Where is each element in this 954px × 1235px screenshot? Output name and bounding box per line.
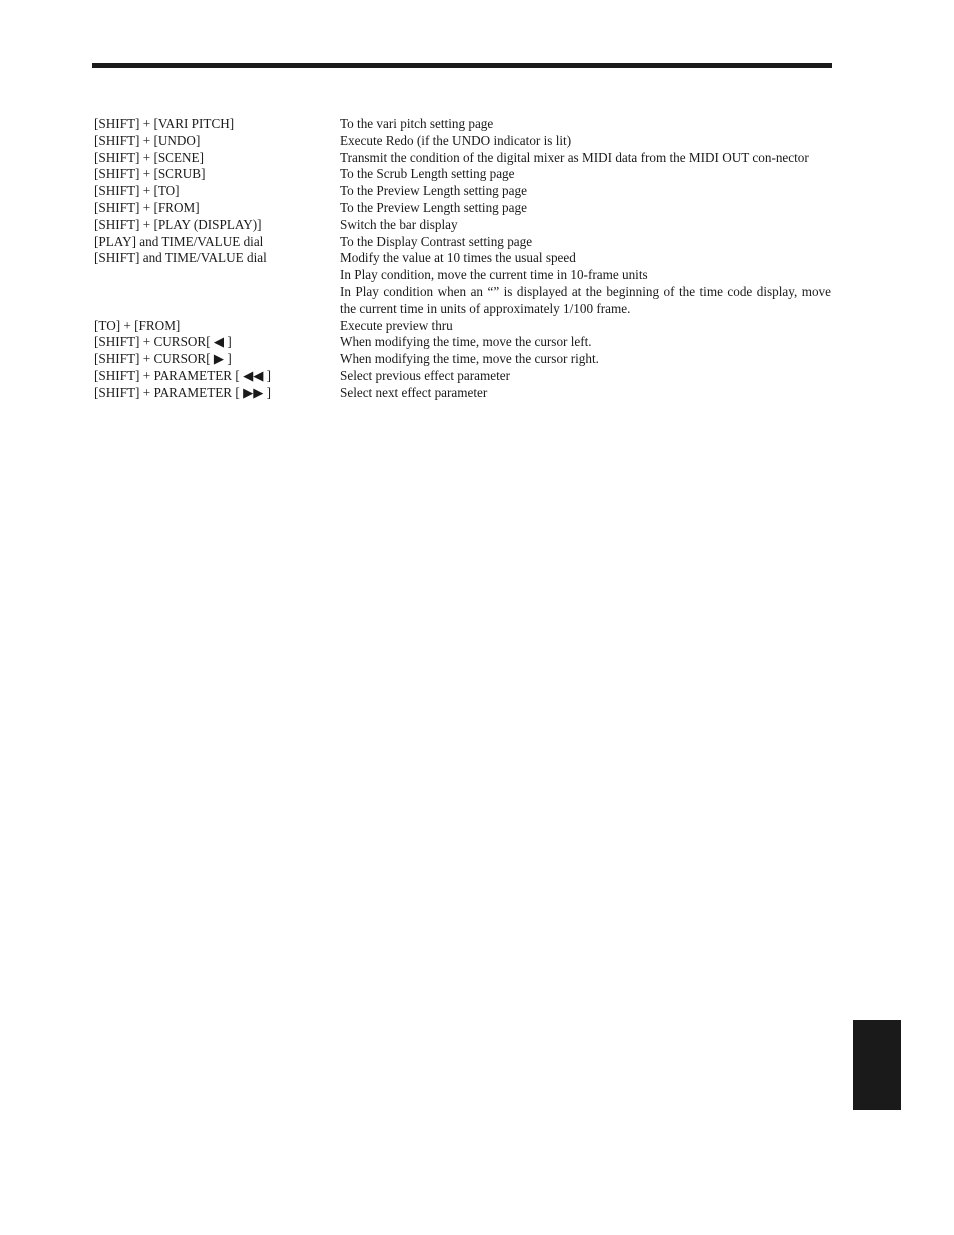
shortcut-description	[340, 133, 831, 150]
section-tab	[853, 1020, 901, 1110]
description-line: Modify the value at 10 times the usual speed	[340, 250, 576, 266]
description-line: To the Preview Length setting page	[340, 183, 527, 199]
table-row	[94, 234, 831, 251]
table-row	[94, 368, 831, 385]
shortcut-key: [SHIFT] + [SCENE]	[94, 149, 205, 165]
table-row	[94, 183, 831, 200]
table-row	[94, 318, 831, 335]
shortcut-description	[340, 183, 831, 200]
table-row	[94, 166, 831, 183]
description-line: Switch the bar display	[340, 216, 458, 232]
shortcut-key: [SHIFT] + PARAMETER [ ◀◀ ]	[94, 367, 272, 383]
description-line: Select next effect parameter	[340, 384, 488, 400]
shortcut-description	[340, 250, 831, 317]
description-line: When modifying the time, move the cursor left.	[340, 334, 592, 350]
description-line: Select previous effect parameter	[340, 367, 511, 383]
description-line: Execute Redo (if the UNDO indicator is lit)	[340, 132, 572, 148]
description-line: When modifying the time, move the cursor right.	[340, 351, 599, 367]
shortcut-description	[340, 217, 831, 234]
shortcut-key: [SHIFT] + CURSOR[ ◀ ]	[94, 334, 232, 350]
shortcut-key: [SHIFT] + [SCRUB]	[94, 166, 206, 182]
shortcut-description	[340, 150, 831, 167]
table-row	[94, 334, 831, 351]
description-line: In Play condition when an “” is displayed at the beginning of the time code display, move the current time in units of approximately 1/100 frame.	[340, 283, 831, 316]
description-line: To the Scrub Length setting page	[340, 166, 515, 182]
shortcut-description	[340, 385, 831, 402]
shortcut-key: [SHIFT] + [PLAY (DISPLAY)]	[94, 216, 262, 232]
shortcut-description	[340, 166, 831, 183]
table-row	[94, 200, 831, 217]
description-line: To the Display Contrast setting page	[340, 233, 533, 249]
table-row	[94, 116, 831, 133]
description-line: To the Preview Length setting page	[340, 199, 527, 215]
shortcut-key: [SHIFT] + CURSOR[ ▶ ]	[94, 351, 232, 367]
table-row	[94, 133, 831, 150]
shortcut-description	[340, 368, 831, 385]
shortcut-key: [SHIFT] + PARAMETER [ ▶▶ ]	[94, 384, 272, 400]
shortcut-table	[94, 116, 831, 402]
shortcut-key: [SHIFT] + [UNDO]	[94, 132, 201, 148]
description-line: Execute preview thru	[340, 317, 453, 333]
shortcut-description	[340, 116, 831, 133]
shortcut-key: [SHIFT] + [VARI PITCH]	[94, 116, 235, 131]
shortcut-description	[340, 318, 831, 335]
table-row	[94, 351, 831, 368]
description-line: In Play condition, move the current time in 10-frame units	[340, 267, 648, 283]
shortcut-description	[340, 334, 831, 351]
shortcut-key: [TO] + [FROM]	[94, 317, 181, 333]
shortcut-key: [PLAY] and TIME/VALUE dial	[94, 233, 264, 249]
description-line: Transmit the condition of the digital mixer as MIDI data from the MIDI OUT con-nector	[340, 149, 809, 165]
table-row	[94, 217, 831, 234]
table-row	[94, 385, 831, 402]
table-row	[94, 250, 831, 317]
shortcut-key: [SHIFT] + [TO]	[94, 183, 180, 199]
header-rule	[92, 63, 832, 68]
shortcut-description	[340, 234, 831, 251]
shortcut-description	[340, 351, 831, 368]
table-row	[94, 150, 831, 167]
description-line: To the vari pitch setting page	[340, 116, 494, 131]
shortcut-key: [SHIFT] and TIME/VALUE dial	[94, 250, 267, 266]
shortcut-key: [SHIFT] + [FROM]	[94, 199, 200, 215]
shortcut-description	[340, 200, 831, 217]
